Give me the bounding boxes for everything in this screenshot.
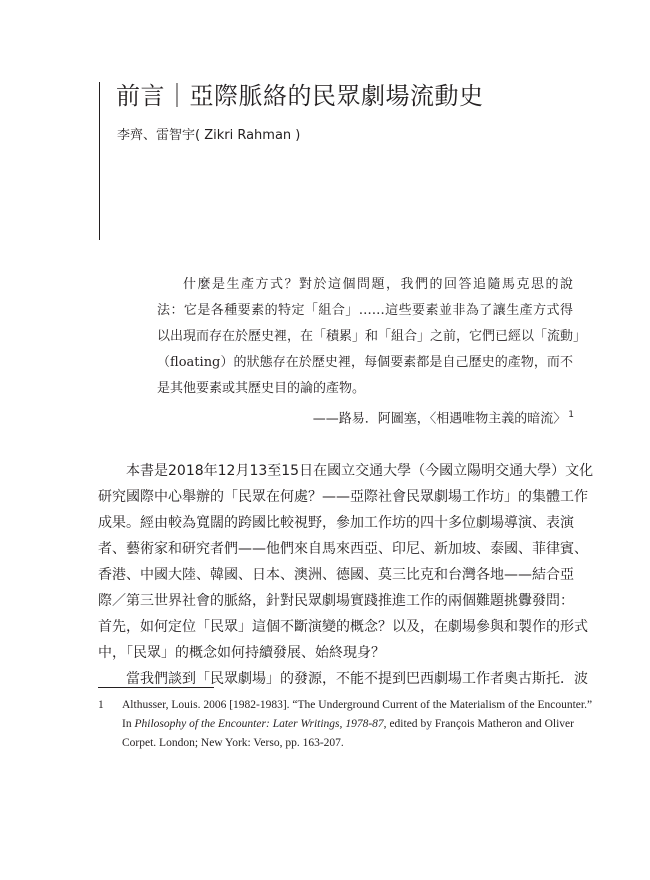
footnote-book-title: Philosophy of the Encounter: Later Writings, 1978-87 <box>134 718 384 730</box>
body-line: 中，「民眾」的概念如何持續發展、始終現身？ <box>98 645 385 661</box>
epigraph-line: 是其他要素或其歷史目的論的產物。 <box>157 381 366 396</box>
footnote-line: Althusser, Louis. 2006 [1982-1983]. “The Underground Current of the Materialism of the Encounter.” <box>122 699 593 711</box>
footnote-text: , edited by François Matheron and Oliver <box>383 718 574 730</box>
epigraph-line: 以出現而存在於歷史裡，在「積累」和「組合」之前，它們已經以「流動」 <box>157 329 587 344</box>
body-line: 際／第三世界社會的脈絡，針對民眾劇場實踐推進工作的兩個難題挑釁發問： <box>98 593 574 609</box>
body-line: 者、藝術家和研究者們——他們來自馬來西亞、印尼、新加坡、泰國、菲律賓、 <box>98 541 588 557</box>
footnote-text: In <box>122 718 135 730</box>
epigraph-line: 法：它是各種要素的特定「組合」……這些要素並非為了讓生產方式得 <box>157 303 573 318</box>
body-line: 香港、中國大陸、韓國、日本、澳洲、德國、莫三比克和台灣各地——結合亞 <box>98 567 574 583</box>
chapter-authors: 李齊、雷智宇( Zikri Rahman ) <box>117 128 301 143</box>
epigraph-line: 什麼是生產方式？對於這個問題，我們的回答追隨馬克思的說 <box>183 277 573 292</box>
body-line: 當我們談到「民眾劇場」的發源，不能不提到巴西劇場工作者奧古斯托．波 <box>126 671 588 687</box>
body-line: 研究國際中心舉辦的「民眾在何處？——亞際社會民眾劇場工作坊」的集體工作 <box>98 489 588 505</box>
body-line: 首先，如何定位「民眾」這個不斷演變的概念？以及，在劇場參與和製作的形式 <box>98 619 588 635</box>
attribution-text: ——路易．阿圖塞，〈相遇唯物主義的暗流〉 <box>312 411 567 427</box>
epigraph-line: （floating）的狀態存在於歷史裡，每個要素都是自己歷史的產物，而不 <box>157 355 573 370</box>
body-line: 成果。經由較為寬闊的跨國比較視野，參加工作坊的四十多位劇場導演、表演 <box>98 515 574 531</box>
footnote-divider <box>98 687 214 688</box>
footnote-line: Corpet. London; New York: Verso, pp. 163-207. <box>122 737 344 749</box>
body-line: 本書是2018年12月13至15日在國立交通大學（今國立陽明交通大學）文化 <box>126 463 594 479</box>
footnote <box>98 696 593 753</box>
footnote-ref[interactable]: 1 <box>568 410 574 420</box>
title-side-rule <box>99 82 100 240</box>
epigraph <box>157 272 587 402</box>
footnote-number: 1 <box>98 699 104 711</box>
footnote-line <box>98 715 574 734</box>
epigraph-attribution <box>313 403 574 431</box>
body-text <box>98 458 594 692</box>
chapter-title: 前言｜亞際脈絡的民眾劇場流動史 <box>116 82 484 110</box>
